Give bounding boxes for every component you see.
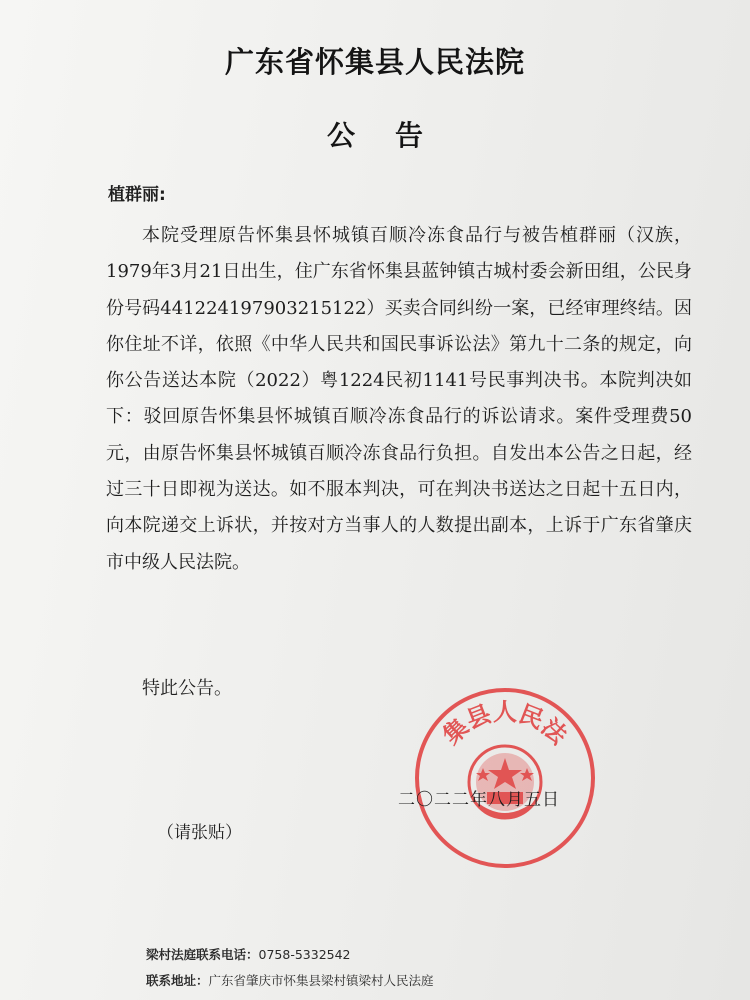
posting-note: （请张贴）: [157, 823, 242, 843]
contact-address-label: 联系地址：: [146, 973, 209, 988]
seal-ring-text: 集县人民法: [437, 698, 573, 750]
contact-address-line: [146, 971, 434, 989]
closing-line: 特此公告。: [142, 678, 232, 699]
contact-phone-label: 梁村法庭联系电话：: [146, 947, 259, 962]
contact-phone-line: [146, 945, 351, 963]
court-seal: [405, 678, 605, 878]
document-title: 公告: [326, 119, 463, 152]
addressee: 植群丽:: [108, 185, 166, 205]
issue-date: 二〇二二年八月五日: [398, 790, 560, 810]
notice-body: 本院受理原告怀集县怀城镇百顺冷冻食品行与被告植群丽（汉族，1979年3月21日出生，住广东省怀集县蓝钟镇古城村委会新田组，公民身份号码441224197903215122）买卖合同纠纷一案，已经审理终结。因你住址不详，依照《中华人民共和国民事诉讼法》第九十二条的规定，向你公告送达本院（2022）粤1224民初1141号民事判决书。本院判决如下：驳回原告怀集县怀城镇百顺冷冻食品行的诉讼请求。案件受理费50元，由原告怀集县怀城镇百顺冷冻食品行负担。自发出本公告之日起，经过三十日即视为送达。如不服本判决，可在判决书送达之日起十五日内，向本院递交上诉状，并按对方当事人的人数提出副本，上诉于广东省肇庆市中级人民法院。: [106, 225, 692, 573]
contact-address: 广东省肇庆市怀集县梁村镇梁村人民法庭: [208, 973, 434, 988]
court-name: 广东省怀集县人民法院: [224, 45, 525, 79]
contact-phone: 0758-5332542: [258, 947, 351, 962]
